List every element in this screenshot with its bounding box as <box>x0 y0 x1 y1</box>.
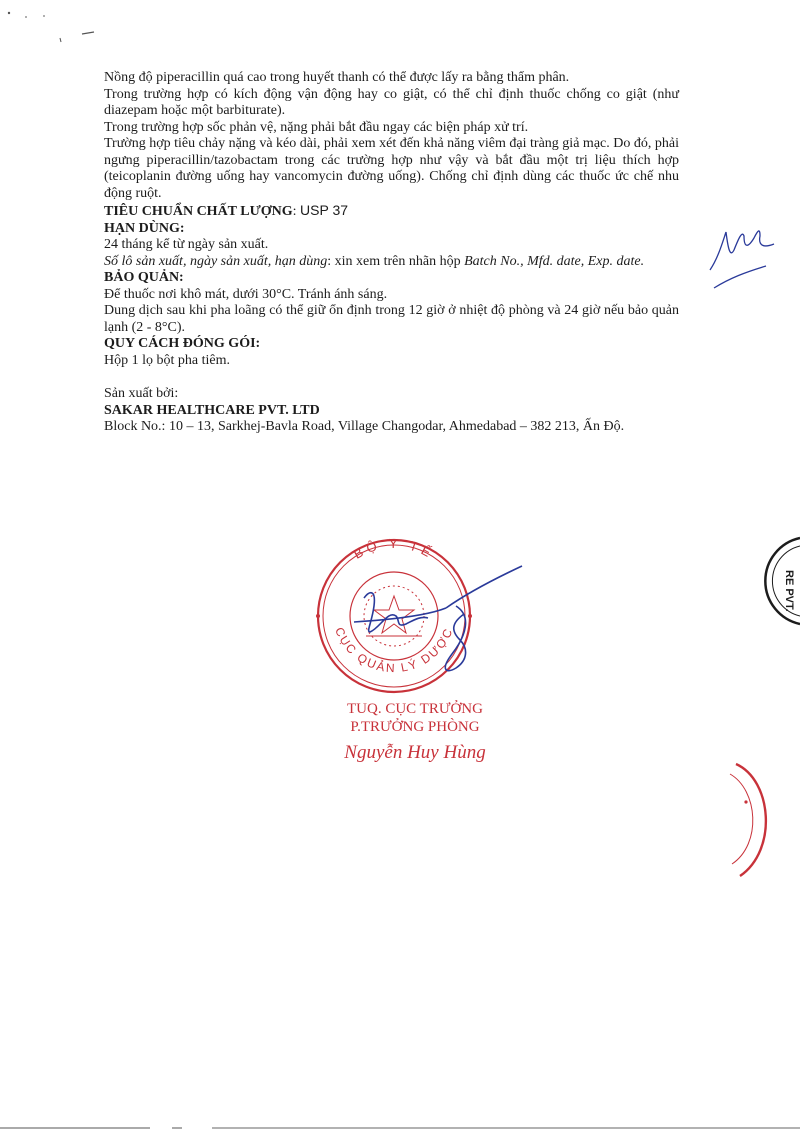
stamp-bottom-text: CỤC QUẢN LÝ DƯỢC <box>332 625 456 676</box>
signatory-block <box>300 700 530 766</box>
official-stamp <box>296 536 536 696</box>
scan-artifacts <box>0 0 120 60</box>
paragraph: Nồng độ piperacillin quá cao trong huyết thanh có thể được lấy ra bằng thẩm phân. <box>104 70 570 85</box>
signatory-title: TUQ. CỤC TRƯỞNG <box>347 701 483 717</box>
storage-line: Để thuốc nơi khô mát, dưới 30°C. Tránh ánh sáng. <box>104 286 388 302</box>
storage-line: Dung dịch sau khi pha loãng có thể giữ ổn định trong 12 giờ ở nhiệt độ phòng và 24 giờ nếu bảo quản lạnh (2 - 8°C). <box>104 303 679 335</box>
quality-sep: : <box>292 204 301 219</box>
manufacturer-label: Sản xuất bởi: <box>104 386 179 401</box>
storage-heading: BẢO QUẢN: <box>104 270 184 285</box>
bottom-rule <box>0 1126 800 1132</box>
batch-codes: Batch No., Mfd. date, Exp. date. <box>464 253 645 269</box>
document-body <box>104 70 679 436</box>
edge-stamp <box>762 536 800 626</box>
quality-label: TIÊU CHUẨN CHẤT LƯỢNG <box>104 204 293 219</box>
expiry-line: 24 tháng kể từ ngày sản xuất. <box>104 237 269 252</box>
paragraph: Trường hợp tiêu chảy nặng và kéo dài, phải xem xét đến khả năng viêm đại tràng giả mạc. Do đó, phải ngưng piperacillin/tazobactam trong các trường hợp như vậy và bắt đầu một trị liệu thích hợp (teicoplanin đường uống hay vancomycin đường uống). Chống chỉ định dùng các thuốc ức chế nhu động ruột. <box>104 136 679 201</box>
manufacturer-name: SAKAR HEALTHCARE PVT. LTD <box>104 402 320 418</box>
batch-label: Số lô sản xuất, ngày sản xuất, hạn dùng <box>104 253 328 269</box>
quality-value: USP 37 <box>300 202 349 218</box>
edge-stamp-text: RE PVT. <box>783 570 795 612</box>
batch-text: : xin xem trên nhãn hộp <box>327 253 465 269</box>
packaging-line: Hộp 1 lọ bột pha tiêm. <box>104 352 230 368</box>
edge-red-stamp <box>728 760 800 880</box>
quality-standard <box>104 202 679 221</box>
svg-text:CỤC QUẢN LÝ DƯỢC <box>332 625 456 675</box>
packaging-heading: QUY CÁCH ĐÓNG GÓI: <box>104 336 261 351</box>
paragraph: Trong trường hợp sốc phản vệ, nặng phải bắt đầu ngay các biện pháp xử trí. <box>104 119 529 135</box>
expiry-heading: HẠN DÙNG: <box>104 220 185 236</box>
signatory-name: Nguyễn Huy Hùng <box>344 742 486 763</box>
signatory-subtitle: P.TRƯỞNG PHÒNG <box>350 719 480 735</box>
stamp-top-text: BỘ Y TẾ <box>351 536 437 562</box>
expiry-batch-line <box>104 254 679 271</box>
svg-text:BỘ Y TẾ <box>351 536 437 562</box>
paragraph: Trong trường hợp có kích động vận động hay co giật, có thể chỉ định thuốc chống co giật (như diazepam hoặc một barbiturate). <box>104 86 679 118</box>
initials-signature <box>700 218 790 298</box>
manufacturer-address: Block No.: 10 – 13, Sarkhej-Bavla Road, Village Changodar, Ahmedabad – 382 213, Ấn Độ. <box>104 419 625 434</box>
